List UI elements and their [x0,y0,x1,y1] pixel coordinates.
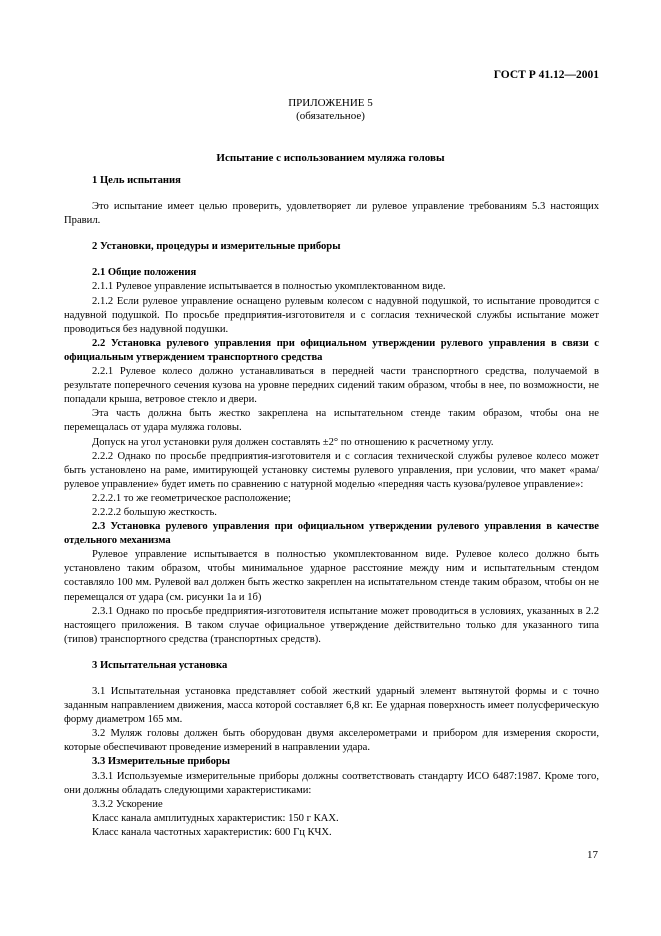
paragraph: 2.3.1 Однако по просьбе предприятия-изготовителя испытание может проводиться в условиях, указанных в 2.2 настоящего приложения. В таком случае официальное утверждение действительно только для указанного типа (типов) транспортного средства (транспортных средств). [64,605,599,645]
paragraph: 2.1.2 Если рулевое управление оснащено рулевым колесом с надувной подушкой, то испытание проводится с надувной подушкой. По просьбе предприятия-изготовителя и с согласия технической службы испытание может проводиться без надувной подушки. [64,295,599,335]
page-title: Испытание с использованием муляжа головы [216,152,445,164]
paragraph: 2.2.2 Однако по просьбе предприятия-изготовителя и с согласия технической службы рулевое колесо может быть установлено на раме, имитирующей установку системы рулевого управления, при условии, что макет «рама/рулевое управление» будет иметь по сравнению с натурной моделью «передняя часть кузова/рулевое управление»: [64,450,599,490]
subsection-heading: 2.2 Установка рулевого управления при официальном утверждении рулевого управления в связи с официальным утверждением транспортного средства [64,337,599,363]
paragraph: Класс канала амплитудных характеристик: 150 г КАХ. [92,812,339,824]
document-code: ГОСТ Р 41.12—2001 [493,69,599,81]
paragraph: Эта часть должна быть жестко закреплена на испытательном стенде таким образом, чтобы она не перемещалась от удара муляжа головы. [64,408,599,434]
paragraph: 3.3.1 Используемые измерительные приборы должны соответствовать стандарту ИСО 6487:1987. Кроме того, они должны обладать следующими характеристиками: [64,770,599,796]
paragraph: Это испытание имеет целью проверить, удовлетворяет ли рулевое управление требованиям 5.3 настоящих Правил. [64,201,599,227]
section-heading: 3 Испытательная установка [92,659,228,671]
paragraph: 2.2.2.1 то же геометрическое расположение; [92,492,291,504]
section-heading: 2 Установки, процедуры и измерительные приборы [92,241,341,253]
paragraph: 3.1 Испытательная установка представляет собой жесткий ударный элемент вытянутой формы и с точно заданным направлением движения, масса которой составляет 6,8 кг. Ее ударная поверхность имеет полусферическую форму диаметром 165 мм. [64,686,599,726]
paragraph: 3.2 Муляж головы должен быть оборудован двумя акселерометрами и прибором для измерения скорости, которые обеспечивают проведение измерений в направлении удара. [64,728,599,754]
section-heading: 1 Цель испытания [92,175,181,186]
appendix-label: ПРИЛОЖЕНИЕ 5 [288,97,373,109]
paragraph: 2.2.1 Рулевое колесо должно устанавливаться в передней части транспортного средства, получаемой в результате поперечного сечения кузова на уровне передних сидений таким образом, чтобы в нее, по возможности, не попадали крыша, ветровое стекло и двери. [64,366,599,406]
appendix-kind: (обязательное) [296,110,365,122]
paragraph: Рулевое управление испытывается в полностью укомплектованном виде. Рулевое колесо должно быть установлено таким образом, чтобы минимальное ударное расстояние между ним и испытательным стендом составляло 100 мм. Рулевой вал должен быть жестко закреплен на испытательном стенде таким образом, чтобы он не перемещался от удара (см. рисунки 1а и 1б) [64,549,599,603]
paragraph: 2.1.1 Рулевое управление испытывается в полностью укомплектованном виде. [92,281,446,293]
paragraph: 3.3.2 Ускорение [92,798,163,810]
subsection-heading: 3.3 Измерительные приборы [92,756,231,768]
subsection-heading: 2.3 Установка рулевого управления при официальном утверждении рулевого управления в качестве отдельного механизма [64,521,599,547]
document-body [64,174,599,840]
paragraph: Допуск на угол установки руля должен составлять ±2° по отношению к расчетному углу. [92,436,494,448]
page-number: 17 [587,849,598,861]
subsection-heading: 2.1 Общие положения [92,267,197,279]
paragraph: 2.2.2.2 большую жесткость. [92,506,217,518]
appendix-heading [0,97,661,123]
paragraph: Класс канала частотных характеристик: 600 Гц КЧХ. [92,826,332,838]
